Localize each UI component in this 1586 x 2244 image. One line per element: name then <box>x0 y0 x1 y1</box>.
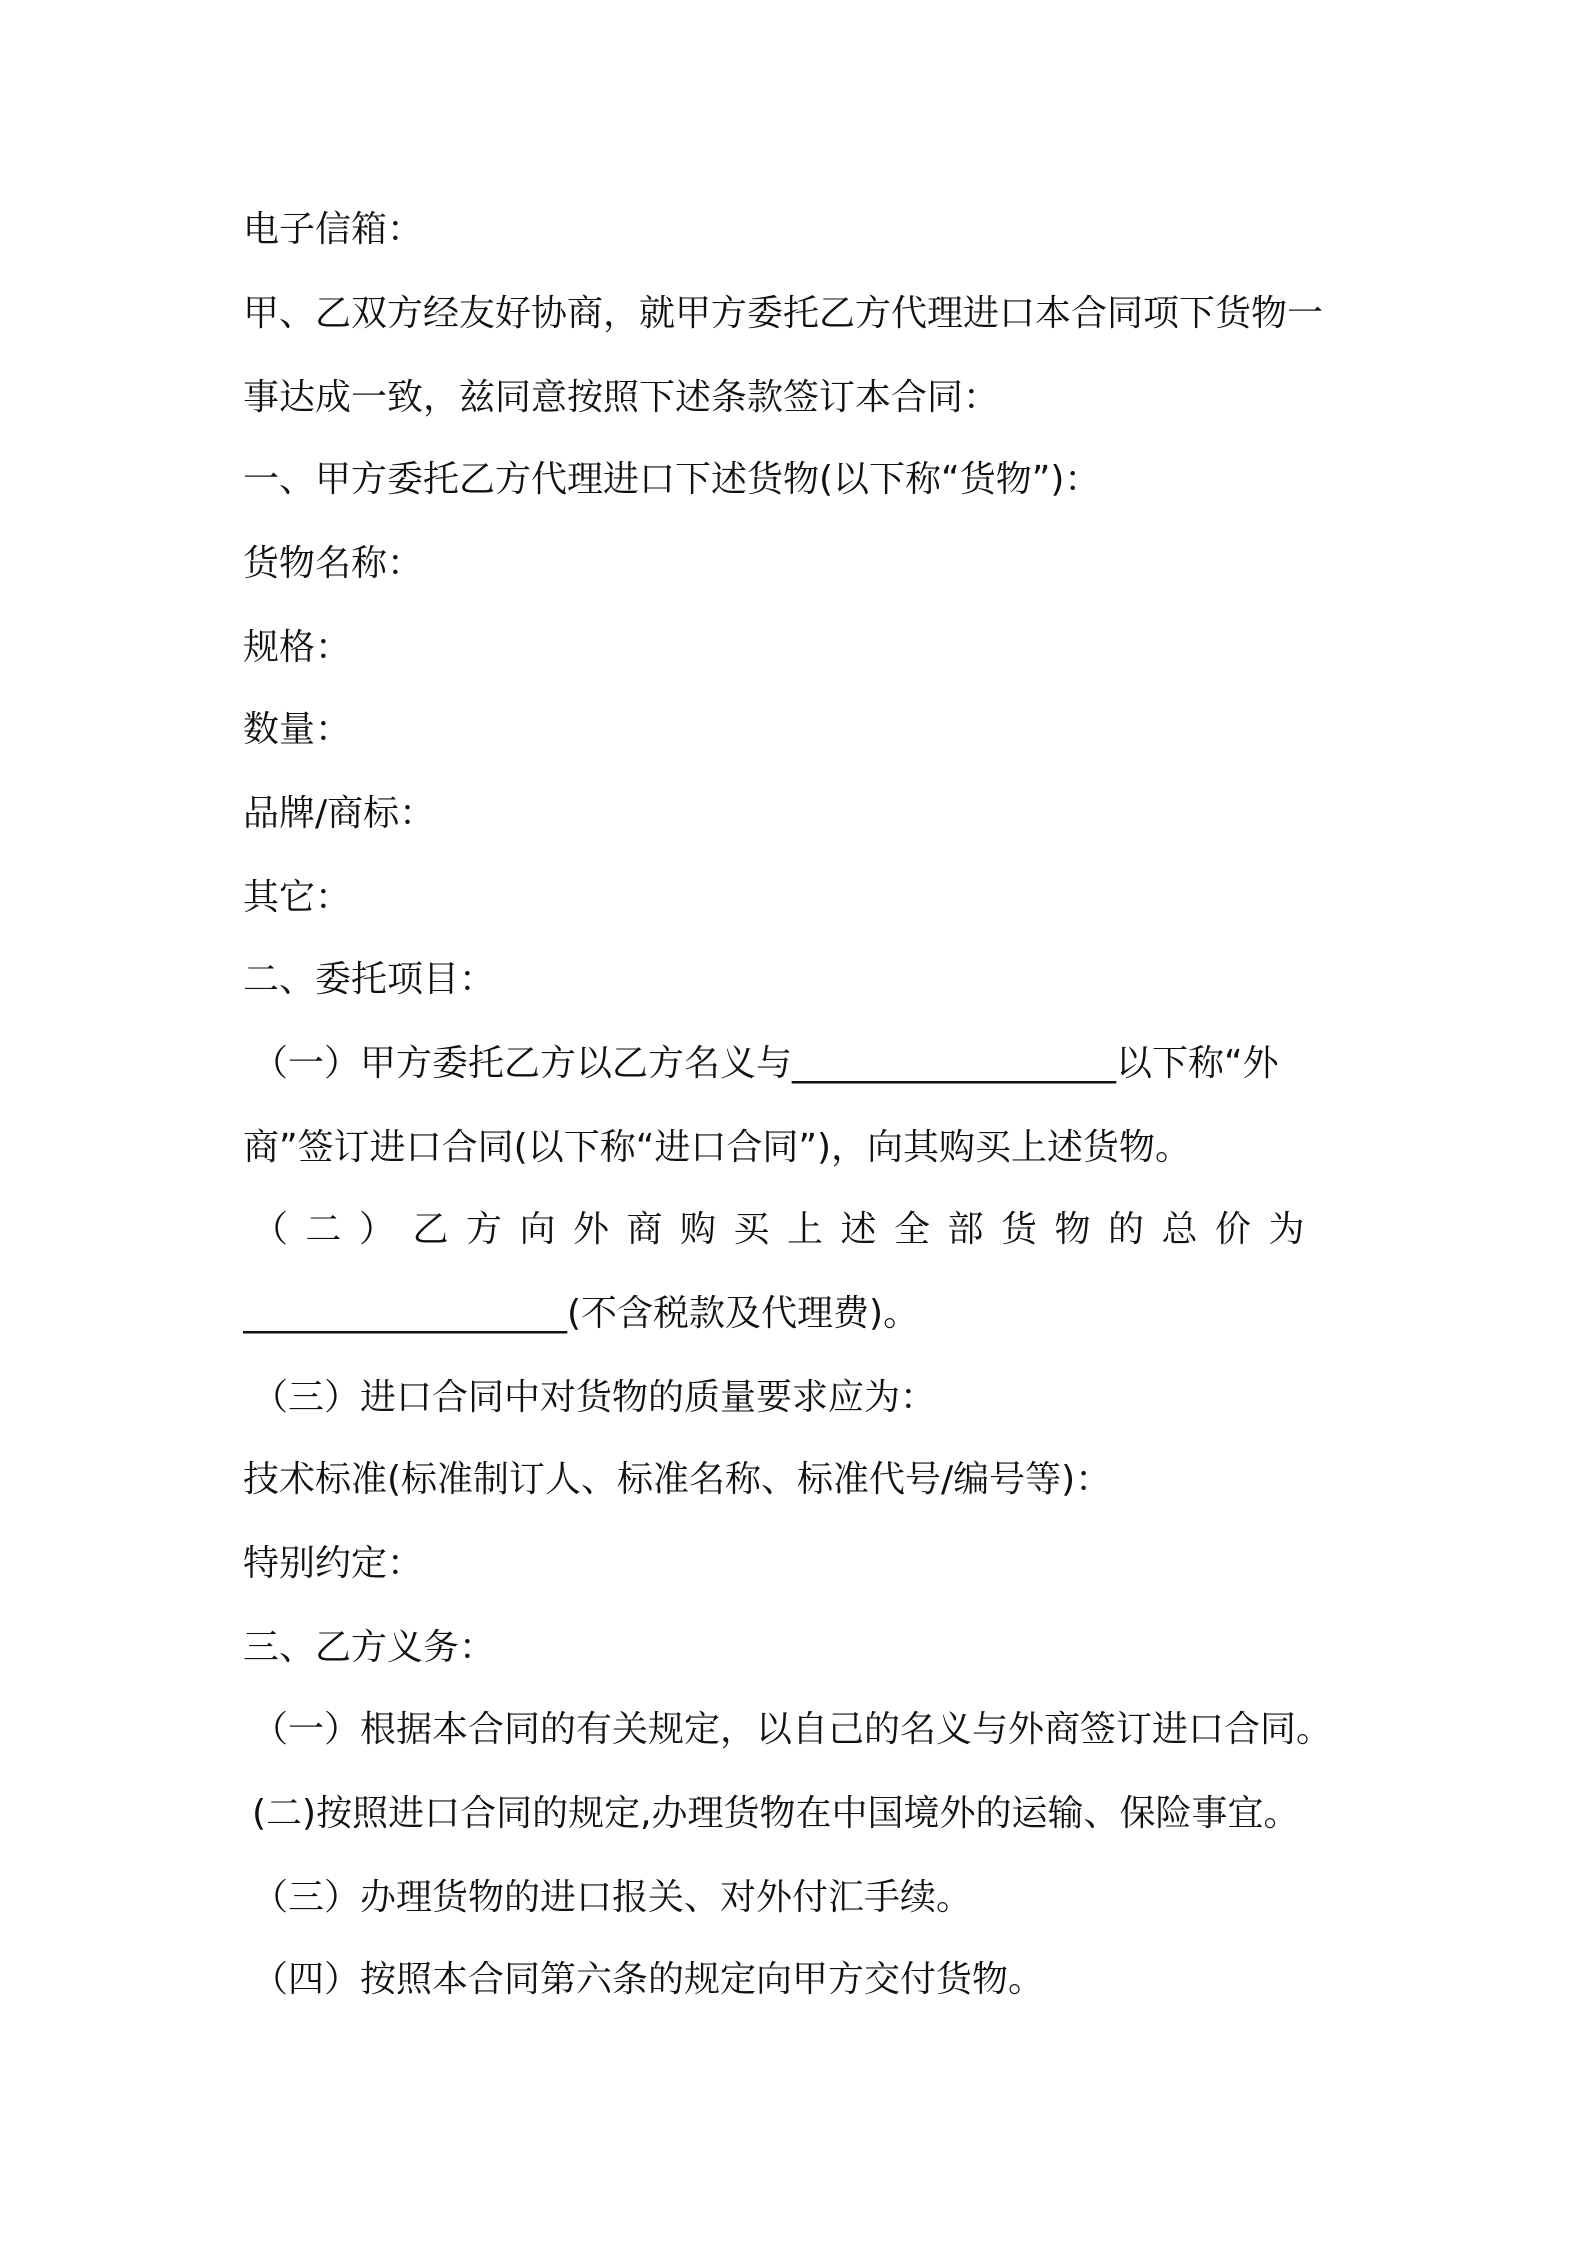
clause-3-2: (二)按照进口合同的规定,办理货物在中国境外的运输、保险事宜。 <box>252 1793 1300 1834</box>
section-2-heading: 二、委托项目： <box>243 959 496 1000</box>
preamble-line-2: 事达成一致，兹同意按照下述条款签订本合同： <box>243 377 1000 418</box>
clause-2-1-line-1: （一）甲方委托乙方以乙方名义与__________________以下称“外 <box>252 1043 1279 1084</box>
clause-3-3: （三）办理货物的进口报关、对外付汇手续。 <box>252 1877 973 1918</box>
section-1-heading: 一、甲方委托乙方代理进口下述货物(以下称“货物”)： <box>243 459 1101 500</box>
clause-3-1: （一）根据本合同的有关规定，以自己的名义与外商签订进口合同。 <box>252 1709 1333 1750</box>
goods-name-label: 货物名称： <box>243 543 424 584</box>
email-label: 电子信箱： <box>243 209 424 250</box>
quantity-label: 数量： <box>243 709 352 750</box>
brand-label: 品牌/商标： <box>243 793 436 834</box>
spec-label: 规格： <box>243 627 352 668</box>
clause-2-3: （三）进口合同中对货物的质量要求应为： <box>252 1377 937 1418</box>
clause-2-1-line-2: 商”签订进口合同(以下称“进口合同”)，向其购买上述货物。 <box>243 1127 1192 1168</box>
clause-3-4: （四）按照本合同第六条的规定向甲方交付货物。 <box>252 1959 1045 2000</box>
special-agreement-label: 特别约定： <box>243 1543 424 1584</box>
section-3-heading: 三、乙方义务： <box>243 1627 496 1668</box>
technical-standard-label: 技术标准(标准制订人、标准名称、标准代号/编号等)： <box>243 1459 1112 1500</box>
clause-2-2-line-1: （二）乙方向外商购买上述全部货物的总价为 <box>252 1209 1323 1250</box>
clause-2-2-line-2: __________________(不含税款及代理费)。 <box>243 1293 920 1334</box>
preamble-line-1: 甲、乙双方经友好协商，就甲方委托乙方代理进口本合同项下货物一 <box>243 293 1324 334</box>
other-label: 其它： <box>243 877 352 918</box>
